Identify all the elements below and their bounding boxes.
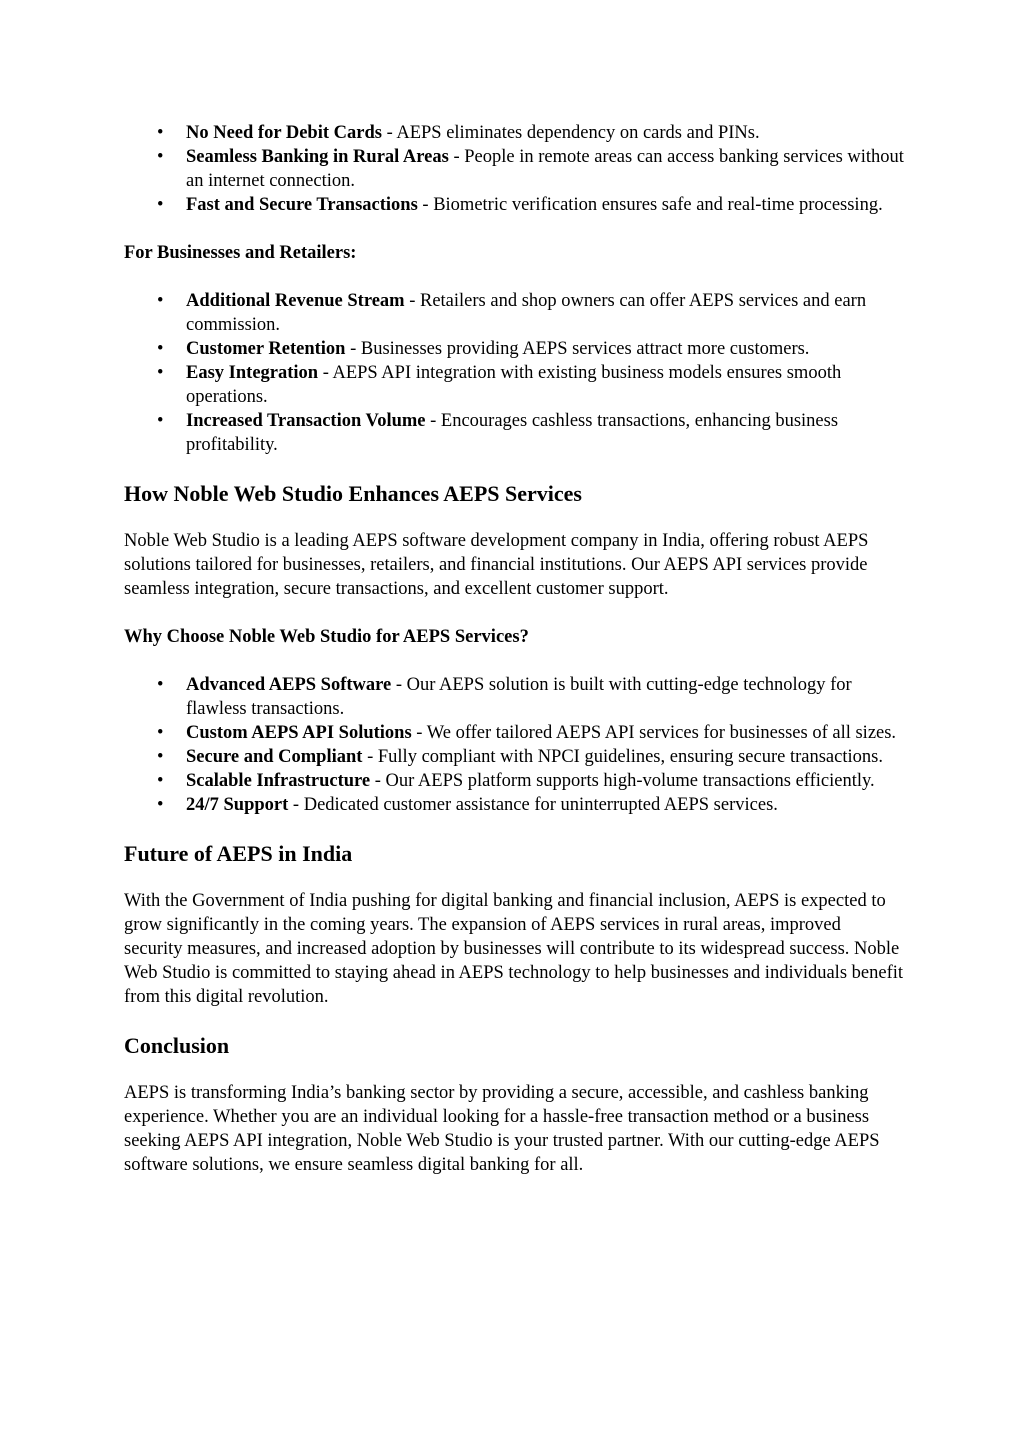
list-item bbox=[124, 337, 904, 361]
list-item bbox=[124, 721, 904, 745]
bullet-icon: • bbox=[157, 195, 164, 215]
bullet-icon: • bbox=[157, 771, 164, 791]
why-choose-heading: Why Choose Noble Web Studio for AEPS Services? bbox=[124, 627, 529, 647]
list-item-text: - Dedicated customer assistance for uninterrupted AEPS services. bbox=[288, 795, 778, 815]
list-item-title: Additional Revenue Stream bbox=[186, 291, 405, 311]
conclusion-paragraph: AEPS is transforming India’s banking sector by providing a secure, accessible, and cashless banking experience. Whether you are an individual looking for a hassle-free transaction method or a business seeking AEPS API integration, Noble Web Studio is your trusted partner. With our cutting-edge AEPS software solutions, we ensure seamless digital banking for all. bbox=[124, 1083, 880, 1175]
future-heading: Future of AEPS in India bbox=[124, 841, 353, 866]
list-item bbox=[124, 409, 904, 457]
list-item bbox=[124, 745, 904, 769]
list-item-title: Easy Integration bbox=[186, 363, 319, 383]
list-item bbox=[124, 145, 904, 193]
list-item-text: - People in remote areas can access banking services without an internet connection. bbox=[186, 147, 904, 191]
list-item-text: - Businesses providing AEPS services attract more customers. bbox=[345, 339, 810, 359]
list-item-text: - Encourages cashless transactions, enhancing business profitability. bbox=[186, 411, 839, 455]
conclusion-heading: Conclusion bbox=[124, 1033, 230, 1058]
businesses-list bbox=[124, 289, 904, 457]
list-item-title: Increased Transaction Volume bbox=[186, 411, 426, 431]
future-paragraph: With the Government of India pushing for digital banking and financial inclusion, AEPS is expected to grow significantly in the coming years. The expansion of AEPS services in rural areas, improved security measures, and increased adoption by businesses will contribute to its widespread success. Noble Web Studio is committed to staying ahead in AEPS technology to help businesses and individuals benefit from this digital revolution. bbox=[124, 891, 904, 1007]
list-item bbox=[124, 121, 904, 145]
list-item-text: - Biometric verification ensures safe and real-time processing. bbox=[417, 195, 883, 215]
bullet-icon: • bbox=[157, 291, 164, 311]
noble-paragraph: Noble Web Studio is a leading AEPS software development company in India, offering robust AEPS solutions tailored for businesses, retailers, and financial institutions. Our AEPS API services provide seamless integration, secure transactions, and excellent customer support. bbox=[124, 531, 869, 599]
list-item-text: - AEPS API integration with existing business models ensures smooth operations. bbox=[186, 363, 842, 407]
list-item-text: - Retailers and shop owners can offer AEPS services and earn commission. bbox=[186, 291, 867, 335]
list-item bbox=[124, 673, 904, 721]
list-item bbox=[124, 193, 904, 217]
list-item-text: - Our AEPS platform supports high-volume transactions efficiently. bbox=[370, 771, 875, 791]
list-item-text: - Our AEPS solution is built with cutting-edge technology for flawless transactions. bbox=[186, 675, 852, 719]
list-item-title: No Need for Debit Cards bbox=[186, 123, 382, 143]
list-item bbox=[124, 769, 904, 793]
bullet-icon: • bbox=[157, 675, 164, 695]
bullet-icon: • bbox=[157, 723, 164, 743]
list-item-text: - Fully compliant with NPCI guidelines, ensuring secure transactions. bbox=[362, 747, 883, 767]
list-item-title: Scalable Infrastructure bbox=[186, 771, 371, 791]
businesses-heading: For Businesses and Retailers: bbox=[124, 243, 357, 263]
intro-list bbox=[124, 121, 904, 217]
noble-heading: How Noble Web Studio Enhances AEPS Services bbox=[124, 481, 582, 506]
list-item-text: - AEPS eliminates dependency on cards and PINs. bbox=[381, 123, 760, 143]
list-item bbox=[124, 361, 904, 409]
list-item-title: Custom AEPS API Solutions bbox=[186, 723, 412, 743]
bullet-icon: • bbox=[157, 747, 164, 767]
bullet-icon: • bbox=[157, 363, 164, 383]
list-item-title: 24/7 Support bbox=[186, 795, 289, 815]
why-choose-list bbox=[124, 673, 904, 817]
list-item-text: - We offer tailored AEPS API services for businesses of all sizes. bbox=[411, 723, 897, 743]
list-item-title: Customer Retention bbox=[186, 339, 346, 359]
list-item-title: Advanced AEPS Software bbox=[186, 675, 392, 695]
bullet-icon: • bbox=[157, 123, 164, 143]
list-item bbox=[124, 289, 904, 337]
list-item bbox=[124, 793, 904, 817]
bullet-icon: • bbox=[157, 339, 164, 359]
bullet-icon: • bbox=[157, 411, 164, 431]
document-page bbox=[124, 121, 904, 1177]
list-item-title: Secure and Compliant bbox=[186, 747, 363, 767]
list-item-title: Fast and Secure Transactions bbox=[186, 195, 418, 215]
list-item-title: Seamless Banking in Rural Areas bbox=[186, 147, 449, 167]
bullet-icon: • bbox=[157, 795, 164, 815]
bullet-icon: • bbox=[157, 147, 164, 167]
